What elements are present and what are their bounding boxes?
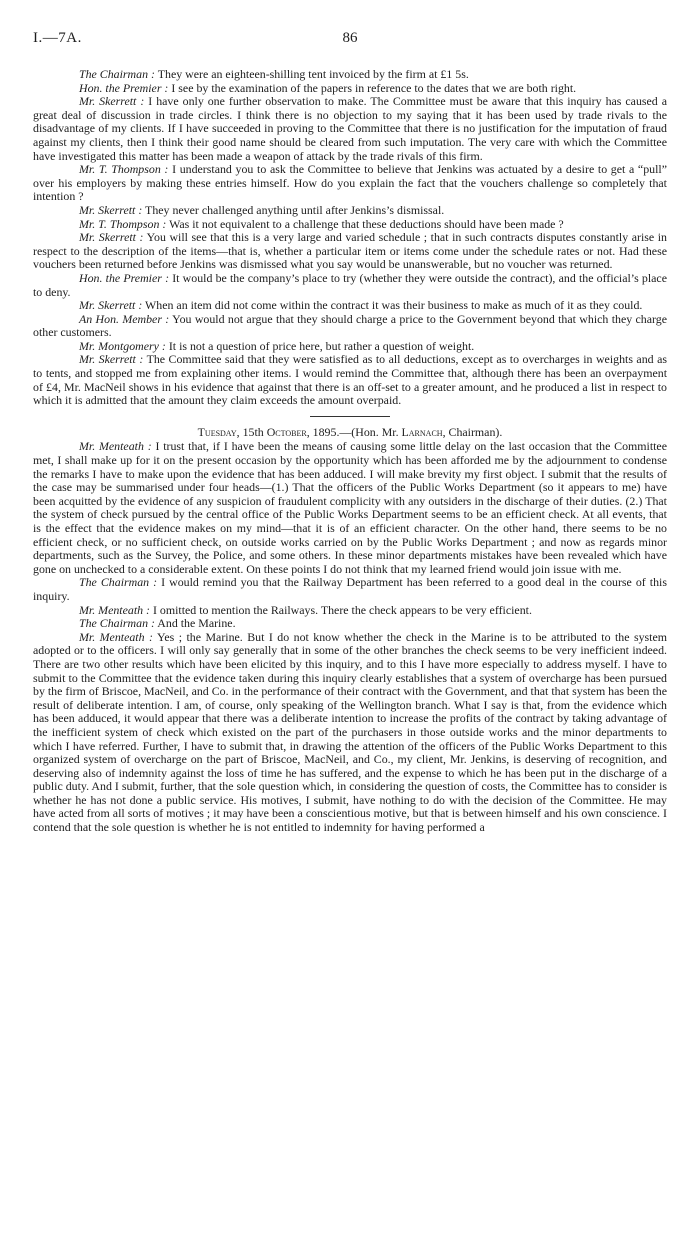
speaker-name: An Hon. Member : <box>79 311 170 326</box>
speech-paragraph <box>33 95 667 163</box>
speech-paragraph <box>33 576 667 603</box>
speaker-name: Hon. the Premier : <box>79 80 169 95</box>
speaker-name: Mr. Skerrett : <box>79 352 144 367</box>
speaker-name: The Chairman : <box>79 575 158 590</box>
speech-paragraph <box>33 272 667 299</box>
speech-text: They never challenged anything until after Jenkins’s dismissal. <box>142 202 445 217</box>
speech-text: Was it not equivalent to a challenge that these deductions should have been made ? <box>166 216 564 231</box>
section-one <box>33 68 667 408</box>
speech-paragraph <box>33 617 667 631</box>
speaker-name: Mr. Montgomery : <box>79 338 166 353</box>
speech-paragraph <box>33 68 667 82</box>
speech-paragraph <box>33 353 667 407</box>
speech-text: I trust that, if I have been the means of causing some little delay on the last occasion that the Committee met, I shall make up for it on the present occasion by the opportunity which has been afforded me by the adjournment to condense the remarks I have to make upon the evidence that has been adduced. I will make brevity my first object. I submit that the results of the case may be summarised under four heads—(1.) That the officers of the Public Works Department (so it appears to me) have been acquitted by the evidence of any suspicion of fraudulent complicity with any outsiders in the discharge of their duties. (2.) That the system of check pursued by the central office of the Public Works Department seems to be an efficient check. At all events, that is the effect that the evidence makes on my mind—that it is of an efficient character. On the other hand, there seems to be no efficient check, or no sufficient check, on outside works carried on by the Public Works Department ; and now as regards minor departments, such as the Survey, the Police, and some others. In these minor departments mistakes have been revealed which have gone on unchecked to a considerable extent. On these points I do not think that my learned friend would join issue with me. <box>33 439 667 576</box>
speech-paragraph <box>33 299 667 313</box>
speech-text: I omitted to mention the Railways. There the check appears to be very efficient. <box>150 602 532 617</box>
speech-text: You would not argue that they should charge a price to the Government beyond that which they charge other customers. <box>33 311 667 340</box>
speaker-name: Mr. T. Thompson : <box>79 216 167 231</box>
date-tail: , Chairman). <box>442 424 503 439</box>
date-month: October <box>266 424 307 439</box>
chairman-name: Larnach <box>401 424 443 439</box>
date-heading <box>33 426 667 440</box>
date-date: , 15th <box>236 424 267 439</box>
speech-text: Yes ; the Marine. But I do not know whether the check in the Marine is to be attributed to the system adopted or to the officers. I will only say generally that in some of the other branches the check seems to be very inefficient indeed. There are two other results which have been elicited by this inquiry, and to this I have more especially to address myself. I have to submit to the Committee that the evidence taken during this inquiry clearly establishes that a system of overcharge has been pursued by the firm of Briscoe, MacNeil, and Co. in the performance of their contract with the Government, and that that system has been the result of deliberate intention. I am, of course, only speaking of the Wellington branch. What I say is that, from the evidence which has been adduced, it would appear that there was a deliberate intention to increase the profits of the contract by taking advantage of the inefficient system of check which existed on the part of the purchasers in those outside works and the minor departments to which I have referred. Further, I have to submit that, in drawing the attention of the officers of the Public Works Department to this organized system of overcharge on the part of Briscoe, MacNeil, and Co., my client, Mr. Jenkins, is deserving of recognition, and deserving also of indemnity against the loss of time he has suffered, and the expense to which he has been put in the discharge of a public duty. And I submit, further, that the sole question which, in considering the question of costs, the Committee has to consider is whether he has not done a public service. His motives, I submit, have nothing to do with the decision of the Committee. He may have acted from all sorts of motives ; it may have been a conscientious motive, but that is between himself and his own conscience. I contend that the sole question is whether he is not entitled to indemnity for having performed a <box>33 629 668 835</box>
speaker-name: Mr. Menteath : <box>79 439 152 454</box>
section-two <box>33 440 667 834</box>
speaker-name: Mr. Skerrett : <box>79 298 143 313</box>
speech-text: It would be the company’s place to try (whether they were outside the contract), and the official’s place to deny. <box>33 270 667 299</box>
speaker-name: Mr. Menteath : <box>79 629 153 644</box>
speech-paragraph <box>33 631 667 835</box>
document-reference: I.—7A. <box>33 30 82 46</box>
speech-text: The Committee said that they were satisfied as to all deductions, except as to overcharges in weights and as to tents, and stopped me from explaining other items. I would remind the Committee that, although there has been an overpayment of £4, Mr. MacNeil shows in his evidence that against that there is an off-set to a greater amount, and he produced a list in respect to which it is admitted that the amount they claim exceeds the amount overpaid. <box>33 352 667 408</box>
speech-text: I see by the examination of the papers in reference to the dates that we are both right. <box>168 80 577 95</box>
speech-paragraph <box>33 313 667 340</box>
speaker-name: Mr. Skerrett : <box>79 230 144 245</box>
speaker-name: Hon. the Premier : <box>79 270 170 285</box>
speech-text: When an item did not come within the contract it was their business to make as much of it as they could. <box>142 298 643 313</box>
date-day: Tuesday <box>197 424 237 439</box>
speech-paragraph <box>33 340 667 354</box>
speech-text: You will see that this is a very large and varied schedule ; that in such contracts disputes constantly arise in respect to the description of the items—that is, whether a particular item or items come under the schedule rates or not. Had these vouchers been returned before Jenkins was dismissed what you say would be unanswerable, but no voucher was returned. <box>33 230 667 272</box>
date-rest: , 1895.—(Hon. Mr. <box>306 424 402 439</box>
section-divider <box>310 416 390 417</box>
speaker-name: Mr. T. Thompson : <box>79 162 169 177</box>
speech-text: It is not a question of price here, but rather a question of weight. <box>165 338 475 353</box>
speech-paragraph <box>33 204 667 218</box>
speech-text: I understand you to ask the Committee to believe that Jenkins was actuated by a desire to get a “pull” over his employers by making these entries himself. How do you explain the fact that the vouchers challenge so completely that intention ? <box>33 162 667 204</box>
page-header <box>33 30 667 52</box>
speech-text: They were an eighteen-shilling tent invoiced by the firm at £1 5s. <box>154 67 469 81</box>
speech-paragraph <box>33 218 667 232</box>
speech-paragraph <box>33 604 667 618</box>
speech-text: And the Marine. <box>154 616 236 631</box>
speech-paragraph <box>33 440 667 576</box>
speech-text: I have only one further observation to make. The Committee must be aware that this inquiry has caused a great deal of discussion in trade circles. I think there is no objection to my saying that it has been used by trade rivals to the disadvantage of my clients. If I have succeeded in proving to the Committee that there is no justification for the imputation of fraud against my clients, then I think their good name should be cleared from such imputation. The very care with which the Committee have investigated this matter has been made a weapon of attack by the trade rivals of this firm. <box>33 94 667 163</box>
speaker-name: Mr. Skerrett : <box>79 94 145 109</box>
speaker-name: Mr. Menteath : <box>79 602 150 617</box>
page-number: 86 <box>342 30 358 46</box>
speech-paragraph <box>33 163 667 204</box>
speaker-name: The Chairman : <box>79 67 155 81</box>
speech-paragraph <box>33 82 667 96</box>
speaker-name: Mr. Skerrett : <box>79 202 143 217</box>
speech-paragraph <box>33 231 667 272</box>
speaker-name: The Chairman : <box>79 616 155 631</box>
speech-text: I would remind you that the Railway Department has been referred to a good deal in the course of this inquiry. <box>33 575 667 603</box>
